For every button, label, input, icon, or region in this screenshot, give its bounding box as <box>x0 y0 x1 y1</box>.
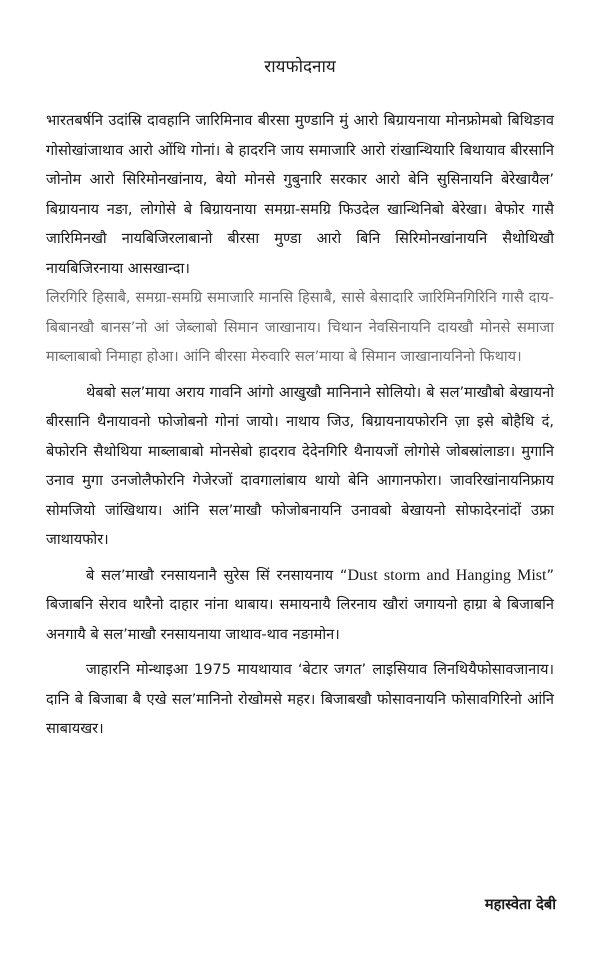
author-signature: महास्वेता देबी <box>484 896 556 913</box>
paragraph-5: जाहारनि मोन्थाइआ 1975 मायथायाव ‘बेटार जगत’ लाइसियाव लिनथियैफोसावजानाय। दानि बे बिजाबा बै एखे सल’मानिनो रोखोमसे महर। बिजाबखौ फोसावनायनि फोसावगिरिनो आंनि साबायखर। <box>46 661 554 737</box>
paragraph-3: थेबबो सल’माया अराय गावनि आंगो आखुखौ मानिनाने सोलियो। बे सल’माखौबो बेखायनो बीरसानि थैनायावनो फोजोबनो गोनां जायो। नाथाय जिउ, बिग्रायनायफोरनि ज़ा इसे बोहैथि दं, बेफोरनि सैथोथिया माब्लाबाबो मोनसेबो हादराव देदेनगिरि थैनायजों लोगोसे जोबस्रांलाङा। मुगानि उनाव मुगा उनजोलैफोरनि गेजेरजों दावगालांबाय थायो बेनि आगानफोरा। जावरिखांनायनिफ्राय सोमजियो जांखिथाय। आंनि सल’माखौ फोजोबनायनि उनावबो बेखायनो सोफादेरनांदों उफ्रा जाथायफोर। <box>46 383 554 548</box>
paragraph-1: भारतबर्षनि उदांस्रि दावहानि जारिमिनाव बीरसा मुण्डानि मुं आरो बिग्रायनाया मोनफ्रोमबो बिथिङाव गोसोखांजाथाव आरो ओंथि गोनां। बे हादरनि जाय समाजारि आरो रांखान्थियारि बिथायाव बीरसानि जोनोम आरो सिरिमोनखांनाय, बेयो मोनसे गुबुनारि सरकार आरो बेनि सुसिनायनि बेरेखायैल’ बिग्रायनाय नङा, लोगोसे बे बिग्रायनाया समग्रा-समग्रि फिउदेल खान्थिनिबो बेरेखा। बेफोर गासै जारिमिनखौ नायबिजिरलाबानो बीरसा मुण्डा आरो बिनि सिरिमोनखांनायनि सैथोथिखौ नायबिजिरनाया आसखान्दा। <box>46 112 554 277</box>
paragraph-4 <box>46 561 554 650</box>
paragraph-2: लिरगिरि हिसाबै, समग्रा-समग्रि समाजारि मानसि हिसाबै, सासे बेसादारि जारिमिनगिरिनि गासै दाय-बिबानखौ बानस’नो आं जेब्लाबो सिमान जाखानाय। चिथान नेवसिनायनि दायखौ मोनसे समाजा माब्लाबाबो निमाहा होआ। आंनि बीरसा मेरुवारि सल’माया बे सिमान जाखानायनिनो फिथाय। <box>46 289 554 365</box>
paragraph-4-text-after: ” बिजाबनि सेराव थारैनो दाहार नांना थाबाय। समायनायै लिरनाय खौरां जगायनो हाग्रा बे बिजाबनि अनगायै बे सल’माखौ रनसायनाया जाथाव-थाव नङामोन। <box>46 566 555 643</box>
page-title: रायफोदनाय <box>264 57 336 77</box>
book-title-english: Dust storm and Hanging Mist <box>347 566 547 584</box>
paragraph-4-text-before: बे सल’माखौ रनसायनानै सुरेस सिं रनसायनाय “ <box>86 566 348 584</box>
